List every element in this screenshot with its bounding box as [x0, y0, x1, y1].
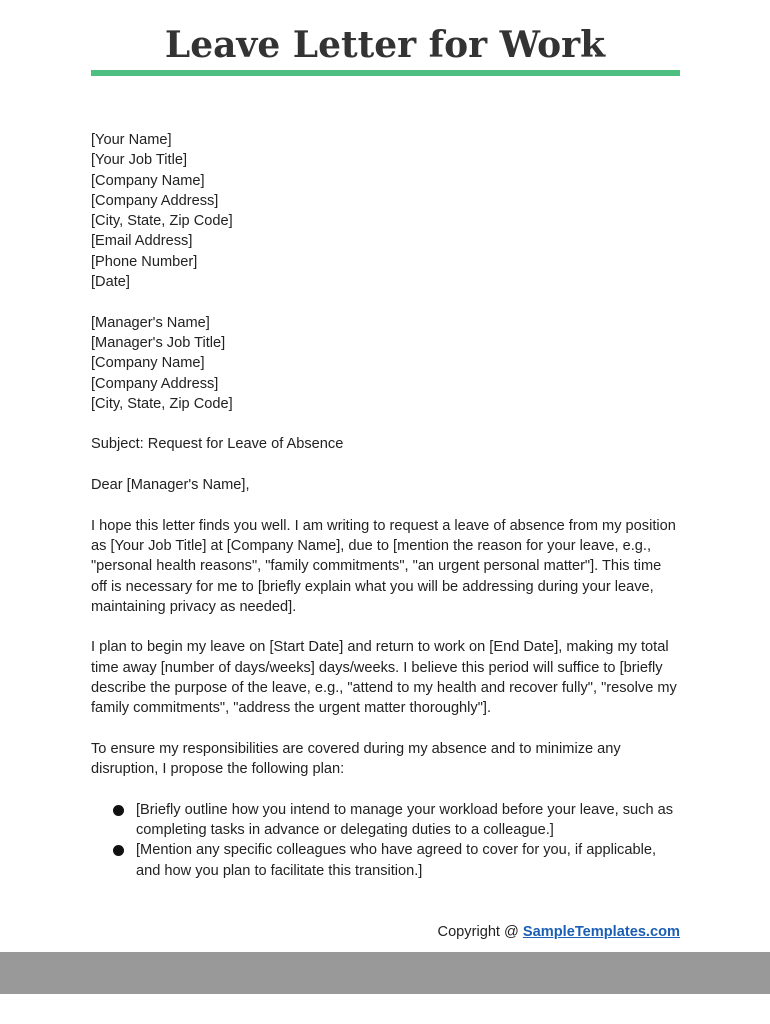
bullet-icon: [113, 845, 124, 856]
subject-line: Subject: Request for Leave of Absence: [91, 436, 344, 453]
letter-date: [Date]: [91, 274, 130, 291]
recipient-company-address: [Company Address]: [91, 375, 219, 392]
plan-list: [91, 800, 681, 881]
bullet-icon: [113, 805, 124, 816]
list-item: [91, 840, 681, 881]
sender-company-name: [Company Name]: [91, 172, 205, 189]
copyright-notice: [438, 923, 680, 941]
recipient-address-block: [91, 313, 681, 414]
recipient-city-state-zip: [City, State, Zip Code]: [91, 395, 233, 412]
page-title: Leave Letter for Work: [164, 24, 606, 66]
sender-name: [Your Name]: [91, 132, 172, 148]
copyright-prefix: Copyright @: [437, 924, 523, 940]
recipient-job-title: [Manager's Job Title]: [91, 334, 226, 351]
paragraph-dates: I plan to begin my leave on [Start Date] and return to work on [End Date], making my total time away [number of days/weeks] days/weeks. I believe this period will suffice to [briefly describe the purpose of the leave, e.g., "attend to my health and recover fully", "resolve my family commitments", "address the urgent matter thoroughly"].: [91, 639, 677, 717]
sender-company-address: [Company Address]: [91, 192, 219, 209]
plan-item-text: [Briefly outline how you intend to manage your workload before your leave, such as completing tasks in advance or delegating duties to a colleague.]: [136, 801, 674, 839]
paragraph-intro: I hope this letter finds you well. I am writing to request a leave of absence from my position as [Your Job Title] at [Company Name], due to [mention the reason for your leave, e.g., "personal health reasons", "family commitments", "an urgent personal matter"]. This time off is necessary for me to [briefly explain what you will be addressing during your leave, maintaining privacy as needed].: [91, 517, 676, 615]
list-item: [91, 800, 681, 841]
sender-city-state-zip: [City, State, Zip Code]: [91, 213, 233, 230]
paragraph-plan-intro: To ensure my responsibilities are covered during my absence and to minimize any disruption, I propose the following plan:: [91, 740, 621, 778]
plan-item-text: [Mention any specific colleagues who have agreed to cover for you, if applicable, and how you plan to facilitate this transition.]: [136, 842, 657, 879]
footer-bar: [0, 952, 770, 994]
sender-phone: [Phone Number]: [91, 253, 198, 270]
sender-email: [Email Address]: [91, 233, 193, 250]
title-underline: [91, 70, 680, 76]
recipient-name: [Manager's Name]: [91, 314, 210, 331]
recipient-company-name: [Company Name]: [91, 355, 205, 372]
letter-body: [91, 130, 681, 881]
salutation: Dear [Manager's Name],: [91, 477, 250, 494]
sender-job-title: [Your Job Title]: [91, 152, 187, 169]
sender-address-block: [91, 130, 681, 292]
sampletemplates-link[interactable]: SampleTemplates.com: [522, 924, 680, 940]
